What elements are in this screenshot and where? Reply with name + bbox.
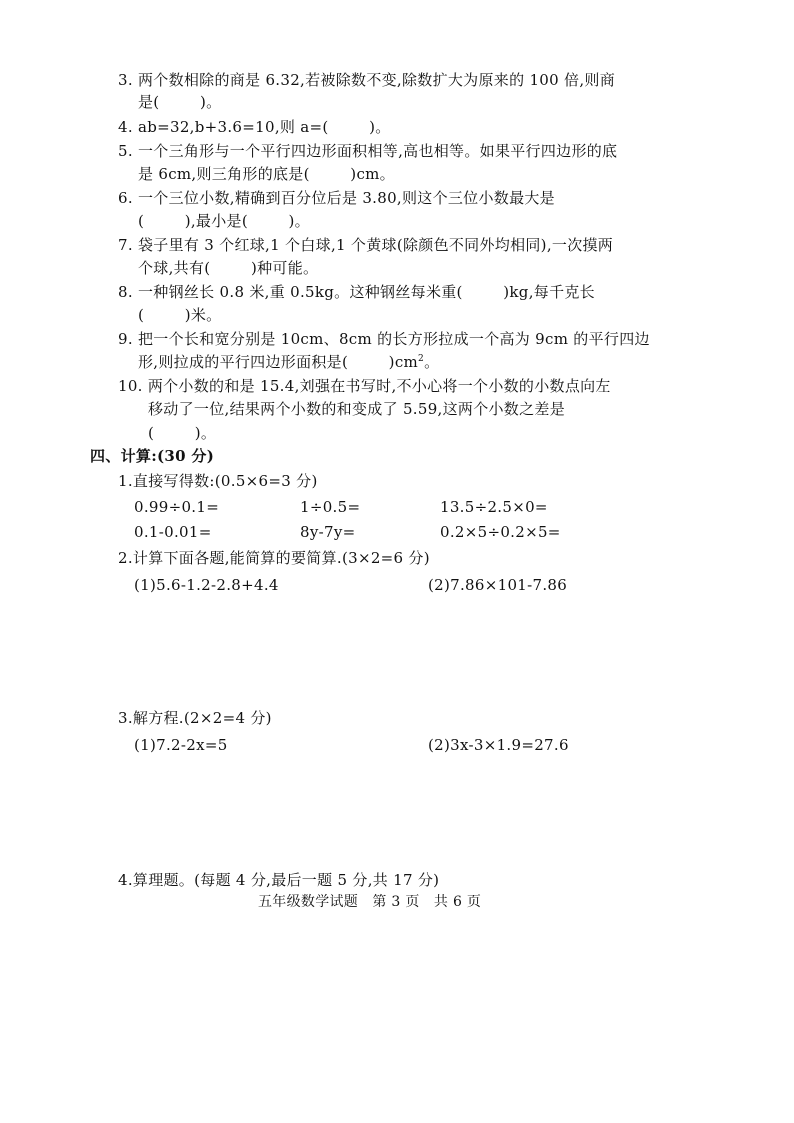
- question-10-line-3: ( )。: [148, 424, 217, 442]
- calc-item-2: 1÷0.5=: [300, 498, 361, 516]
- part-1-title: 1.直接写得数:(0.5×6=3 分): [118, 472, 318, 490]
- question-10-line-1: 10. 两个小数的和是 15.4,刘强在书写时,不小心将一个小数的小数点向左: [118, 377, 611, 395]
- question-9-text: 形,则拉成的平行四边形面积是( )cm: [138, 353, 419, 371]
- part-3-title: 3.解方程.(2×2=4 分): [118, 709, 272, 727]
- question-9-line-1: 9. 把一个长和宽分别是 10cm、8cm 的长方形拉成一个高为 9cm 的平行四边: [118, 330, 650, 348]
- simplify-item-1: (1)5.6-1.2-2.8+4.4: [134, 576, 279, 594]
- question-5-line-2: 是 6cm,则三角形的底是( )cm。: [138, 165, 395, 183]
- squared-superscript: 2: [418, 354, 425, 364]
- calc-item-3: 13.5÷2.5×0=: [440, 498, 548, 516]
- calc-item-5: 8y-7y=: [300, 523, 356, 541]
- section-4-title: 四、计算:(30 分): [90, 447, 215, 465]
- question-5-line-1: 5. 一个三角形与一个平行四边形面积相等,高也相等。如果平行四边形的底: [118, 142, 618, 160]
- calc-item-4: 0.1-0.01=: [134, 523, 212, 541]
- question-8-line-2: ( )米。: [138, 306, 222, 324]
- question-7-line-1: 7. 袋子里有 3 个红球,1 个白球,1 个黄球(除颜色不同外均相同),一次摸两: [118, 236, 614, 254]
- question-9-line-2: [138, 352, 439, 372]
- calc-item-1: 0.99÷0.1=: [134, 498, 220, 516]
- question-8-line-1: 8. 一种钢丝长 0.8 米,重 0.5kg。这种钢丝每米重( )kg,每千克长: [118, 283, 595, 301]
- equation-item-2: (2)3x-3×1.9=27.6: [428, 736, 569, 754]
- calc-item-6: 0.2×5÷0.2×5=: [440, 523, 561, 541]
- equation-item-1: (1)7.2-2x=5: [134, 736, 228, 754]
- part-2-title: 2.计算下面各题,能简算的要简算.(3×2=6 分): [118, 549, 430, 567]
- question-6-line-1: 6. 一个三位小数,精确到百分位后是 3.80,则这个三位小数最大是: [118, 189, 555, 207]
- page-footer: 五年级数学试题 第 3 页 共 6 页: [258, 894, 482, 910]
- question-10-line-2: 移动了一位,结果两个小数的和变成了 5.59,这两个小数之差是: [148, 400, 566, 418]
- simplify-item-2: (2)7.86×101-7.86: [428, 576, 568, 594]
- question-7-line-2: 个球,共有( )种可能。: [138, 259, 319, 277]
- question-6-line-2: ( ),最小是( )。: [138, 212, 310, 230]
- part-4-title: 4.算理题。(每题 4 分,最后一题 5 分,共 17 分): [118, 871, 440, 889]
- question-4-line-1: 4. ab=32,b+3.6=10,则 a=( )。: [118, 118, 391, 136]
- question-3-line-1: 3. 两个数相除的商是 6.32,若被除数不变,除数扩大为原来的 100 倍,则商: [118, 71, 616, 89]
- question-3-line-2: 是( )。: [138, 93, 222, 111]
- question-9-end: 。: [424, 353, 440, 371]
